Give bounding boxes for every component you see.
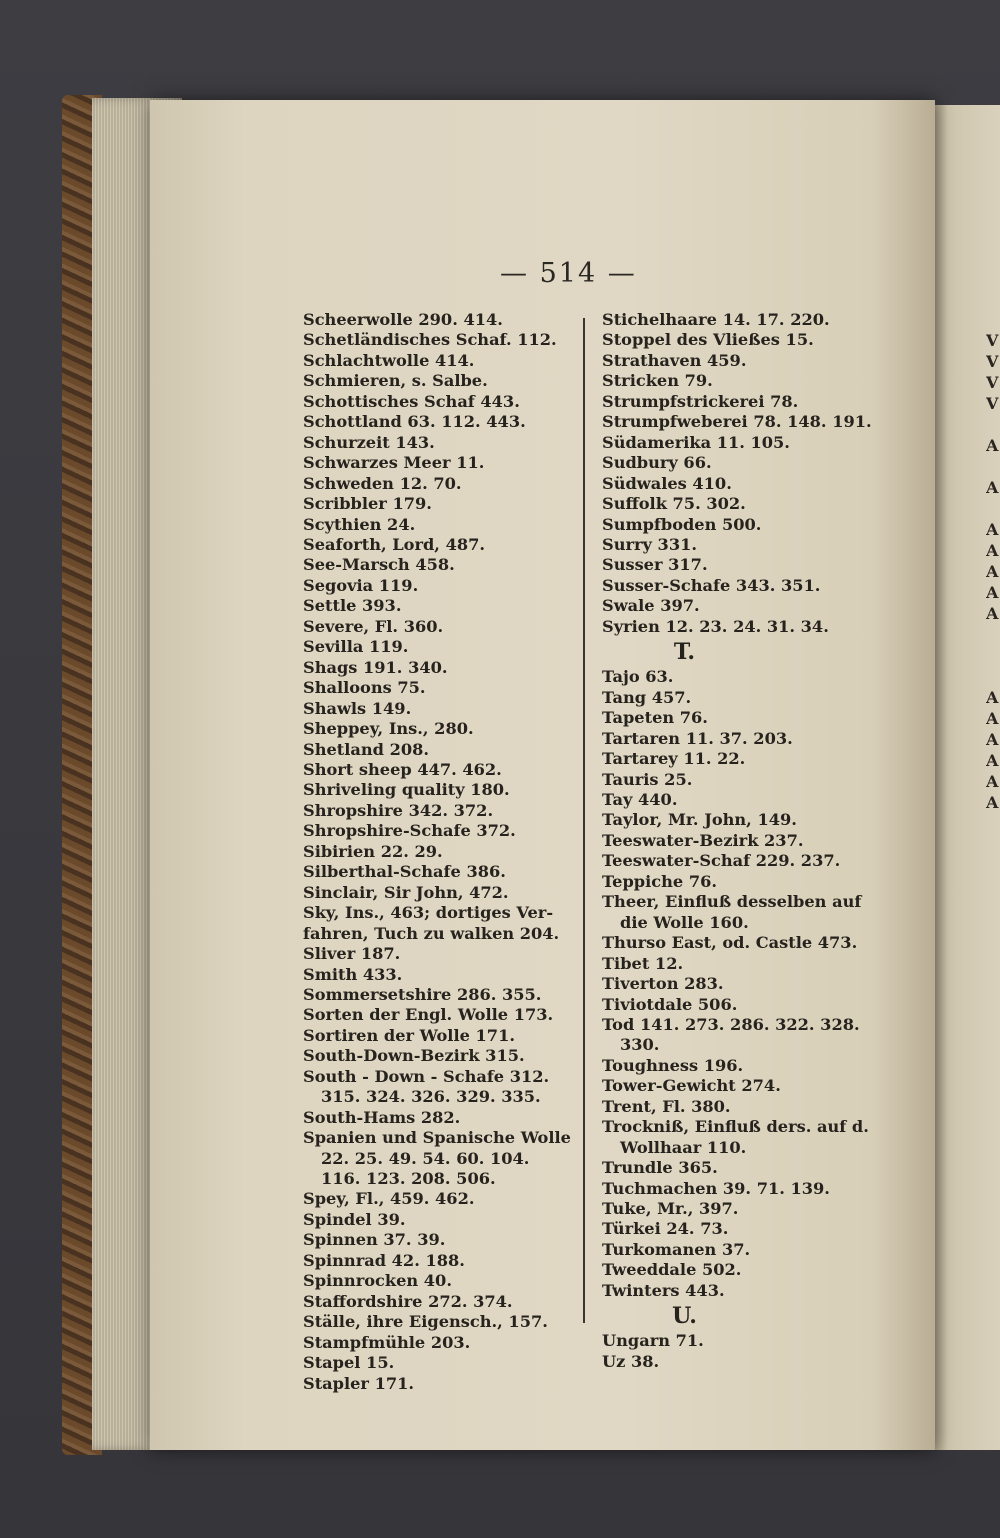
index-entry-continuation: 330.	[620, 1035, 660, 1055]
edge-letter	[986, 414, 1000, 435]
index-entry: Sky, Ins., 463; dortiges Ver-	[303, 903, 554, 923]
index-entry: South-Down-Bezirk 315.	[303, 1046, 525, 1066]
index-entry: Strumpfweberei 78. 148. 191.	[602, 412, 872, 432]
index-entry: Spinnen 37. 39.	[303, 1230, 446, 1250]
index-entry: Sumpfboden 500.	[602, 514, 762, 534]
index-entry: Stampfmühle 203.	[303, 1332, 471, 1352]
index-entry: Tuke, Mr., 397.	[602, 1199, 739, 1219]
index-entry: Surry 331.	[602, 534, 697, 554]
edge-letter	[986, 645, 1000, 666]
index-column-left	[303, 310, 578, 1394]
index-entry: Suffolk 75. 302.	[602, 494, 746, 514]
edge-letter: A	[986, 730, 999, 749]
index-entry: Schweden 12. 70.	[303, 473, 462, 493]
index-entry: Schlachtwolle 414.	[303, 350, 475, 370]
index-entry: Spinnrad 42. 188.	[303, 1250, 465, 1270]
index-entry: Tibet 12.	[602, 953, 684, 973]
index-entry: Trent, Fl. 380.	[602, 1096, 731, 1116]
index-entry: Stapel 15.	[303, 1353, 395, 1373]
index-entry: fahren, Tuch zu walken 204.	[303, 923, 560, 943]
index-entry: Spey, Fl., 459. 462.	[303, 1189, 475, 1209]
index-entry: Shalloons 75.	[303, 678, 426, 698]
index-entry: Syrien 12. 23. 24. 31. 34.	[602, 616, 829, 636]
index-entry: Seaforth, Lord, 487.	[303, 534, 486, 554]
index-entry: Sheppey, Ins., 280.	[303, 719, 474, 739]
index-entry: Sudbury 66.	[602, 453, 712, 473]
page-number: — 514 —	[500, 258, 637, 289]
index-entry: Sinclair, Sir John, 472.	[303, 882, 509, 902]
index-entry: Segovia 119.	[303, 575, 419, 595]
index-entry: Swale 397.	[602, 596, 700, 616]
index-entry: Susser 317.	[602, 555, 708, 575]
edge-letter: V	[986, 331, 999, 350]
index-entry: Tartaren 11. 37. 203.	[602, 728, 793, 748]
index-entry: Sortiren der Wolle 171.	[303, 1025, 515, 1045]
index-entry: Toughness 196.	[602, 1055, 744, 1075]
index-entry: Thurso East, od. Castle 473.	[602, 933, 858, 953]
index-entry: Tang 457.	[602, 687, 692, 707]
index-entry: Tower-Gewicht 274.	[602, 1076, 781, 1096]
column-divider	[583, 318, 585, 1323]
index-entry: Spinnrocken 40.	[303, 1271, 452, 1291]
index-entry: Ställe, ihre Eigensch., 157.	[303, 1312, 548, 1332]
index-entry: Shags 191. 340.	[303, 657, 448, 677]
edge-letter: V	[986, 373, 999, 392]
index-entry: Teeswater-Schaf 229. 237.	[602, 851, 841, 871]
index-entry: Tiviotdale 506.	[602, 994, 738, 1014]
next-page-letters	[986, 330, 1000, 813]
index-entry: Silberthal-Schafe 386.	[303, 862, 506, 882]
index-entry: Shriveling quality 180.	[303, 780, 510, 800]
index-column-right	[602, 310, 887, 1372]
edge-letter	[986, 624, 1000, 645]
index-entry: Turkomanen 37.	[602, 1239, 751, 1259]
index-entry: Shropshire 342. 372.	[303, 800, 494, 820]
index-entry: Settle 393.	[303, 596, 402, 616]
edge-letter: A	[986, 541, 999, 560]
index-entry: Südamerika 11. 105.	[602, 432, 790, 452]
index-entry: Strumpfstrickerei 78.	[602, 391, 799, 411]
index-entry: Sliver 187.	[303, 944, 401, 964]
index-entry: Theer, Einfluß desselben auf	[602, 892, 862, 912]
edge-letter: A	[986, 436, 999, 455]
index-entry: Tartarey 11. 22.	[602, 749, 746, 769]
index-entry: Shropshire-Schafe 372.	[303, 821, 516, 841]
edge-letter: A	[986, 709, 999, 728]
index-entry: Sibirien 22. 29.	[303, 841, 443, 861]
index-entry: Stichelhaare 14. 17. 220.	[602, 310, 830, 329]
index-entry: Trundle 365.	[602, 1158, 718, 1178]
edge-letter: A	[986, 478, 999, 497]
index-entry: Tiverton 283.	[602, 974, 724, 994]
index-entry: Trockniß, Einfluß ders. auf d.	[602, 1117, 869, 1137]
index-entry: Tajo 63.	[602, 667, 674, 687]
index-entry: Ungarn 71.	[602, 1331, 704, 1351]
index-entry: Strathaven 459.	[602, 350, 747, 370]
edge-letter: A	[986, 751, 999, 770]
edge-letter	[986, 456, 1000, 477]
index-entry: Tay 440.	[602, 789, 678, 809]
edge-letter: A	[986, 604, 999, 623]
index-entry: Taylor, Mr. John, 149.	[602, 810, 797, 830]
edge-letter: A	[986, 688, 999, 707]
index-entry: Tweeddale 502.	[602, 1260, 742, 1280]
index-entry: Südwales 410.	[602, 473, 732, 493]
index-entry: Susser-Schafe 343. 351.	[602, 575, 821, 595]
index-entry: Schwarzes Meer 11.	[303, 453, 485, 473]
edge-letter	[986, 498, 1000, 519]
edge-letter: V	[986, 352, 999, 371]
index-entry: Teeswater-Bezirk 237.	[602, 830, 804, 850]
index-entry-continuation: Wollhaar 110.	[620, 1137, 747, 1157]
index-entry: Scythien 24.	[303, 514, 416, 534]
index-entry: Tauris 25.	[602, 769, 693, 789]
index-entry: Spindel 39.	[303, 1209, 406, 1229]
index-entry: Sorten der Engl. Wolle 173.	[303, 1005, 554, 1025]
edge-letter: A	[986, 583, 999, 602]
letter-heading: T.	[673, 639, 696, 666]
index-entry: Sevilla 119.	[303, 637, 409, 657]
index-entry: Shetland 208.	[303, 739, 430, 759]
index-entry: Schetländisches Schaf. 112.	[303, 330, 557, 350]
index-entry: Uz 38.	[602, 1351, 660, 1371]
edge-letter: A	[986, 520, 999, 539]
index-entry: Schottisches Schaf 443.	[303, 391, 520, 411]
index-entry: Stricken 79.	[602, 371, 713, 391]
index-entry: Twinters 443.	[602, 1280, 725, 1300]
index-entry: See-Marsch 458.	[303, 555, 455, 575]
index-entry: Sommersetshire 286. 355.	[303, 984, 542, 1004]
edge-letter: A	[986, 772, 999, 791]
index-entry-continuation: 315. 324. 326. 329. 335.	[321, 1087, 541, 1107]
edge-letter: A	[986, 793, 999, 812]
index-entry: South - Down - Schafe 312.	[303, 1066, 550, 1086]
index-entry: Tod 141. 273. 286. 322. 328.	[602, 1014, 860, 1034]
index-entry: Schurzeit 143.	[303, 432, 435, 452]
index-entry: Schottland 63. 112. 443.	[303, 412, 526, 432]
index-entry: Scheerwolle 290. 414.	[303, 310, 503, 329]
index-entry: Smith 433.	[303, 964, 403, 984]
index-entry: Shawls 149.	[303, 698, 412, 718]
index-entry: South-Hams 282.	[303, 1107, 461, 1127]
index-entry: Stoppel des Vließes 15.	[602, 330, 814, 350]
edge-letter: A	[986, 562, 999, 581]
index-entry: Staffordshire 272. 374.	[303, 1291, 513, 1311]
index-entry-continuation: 22. 25. 49. 54. 60. 104.	[321, 1148, 530, 1168]
index-entry: Schmieren, s. Salbe.	[303, 371, 488, 391]
index-entry: Türkei 24. 73.	[602, 1219, 729, 1239]
index-entry: Stapler 171.	[303, 1373, 415, 1393]
edge-letter	[986, 666, 1000, 687]
index-entry: Spanien und Spanische Wolle	[303, 1128, 571, 1148]
index-entry-continuation: die Wolle 160.	[620, 912, 749, 932]
letter-heading: U.	[672, 1303, 697, 1330]
index-entry: Tapeten 76.	[602, 708, 708, 728]
index-entry: Severe, Fl. 360.	[303, 616, 444, 636]
index-entry: Scribbler 179.	[303, 494, 432, 514]
index-entry: Short sheep 447. 462.	[303, 759, 502, 779]
index-entry: Teppiche 76.	[602, 871, 717, 891]
index-entry-continuation: 116. 123. 208. 506.	[321, 1169, 496, 1189]
index-entry: Tuchmachen 39. 71. 139.	[602, 1178, 830, 1198]
edge-letter: V	[986, 394, 999, 413]
